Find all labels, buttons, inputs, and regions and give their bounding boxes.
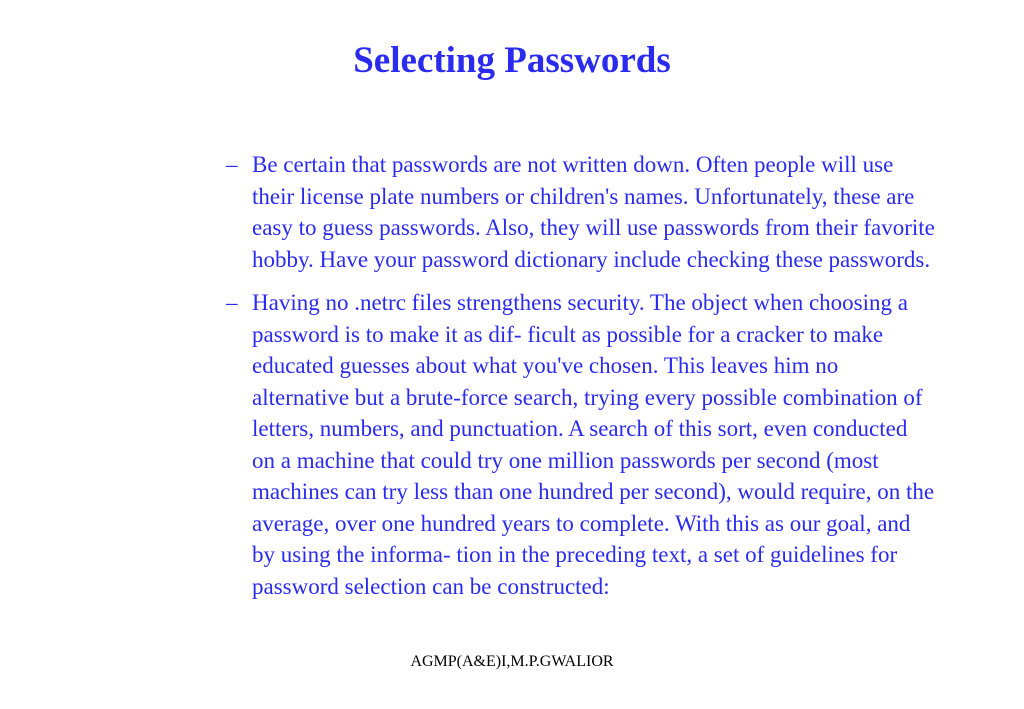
- slide-title: Selecting Passwords: [353, 40, 671, 81]
- bullet-text: Be certain that passwords are not written down. Often people will use their license plate numbers or children's names. Unfortunately, these are easy to guess passwords. Also, they will use passwords from their favorite hobby. Have your password dictionary include checking these passwords.: [252, 152, 935, 272]
- footer-text: AGMP(A&E)I,M.P.GWALIOR: [410, 653, 614, 670]
- bullet-item: [224, 287, 936, 602]
- dash-marker: –: [226, 152, 238, 177]
- bullet-list: [224, 149, 936, 614]
- bullet-item: [224, 149, 936, 275]
- dash-marker: –: [226, 290, 238, 315]
- bullet-text: Having no .netrc files strengthens security. The object when choosing a password is to make it as dif- ficult as possible for a cracker to make educated guesses about what you've chosen. This leaves him no alternative but a brute-force search, trying every possible combination of letters, numbers, and punctuation. A search of this sort, even conducted on a machine that could try one million passwords per second (most machines can try less than one hundred per second), would require, on the average, over one hundred years to complete. With this as our goal, and by using the informa- tion in the preceding text, a set of guidelines for password selection can be constructed:: [252, 290, 935, 599]
